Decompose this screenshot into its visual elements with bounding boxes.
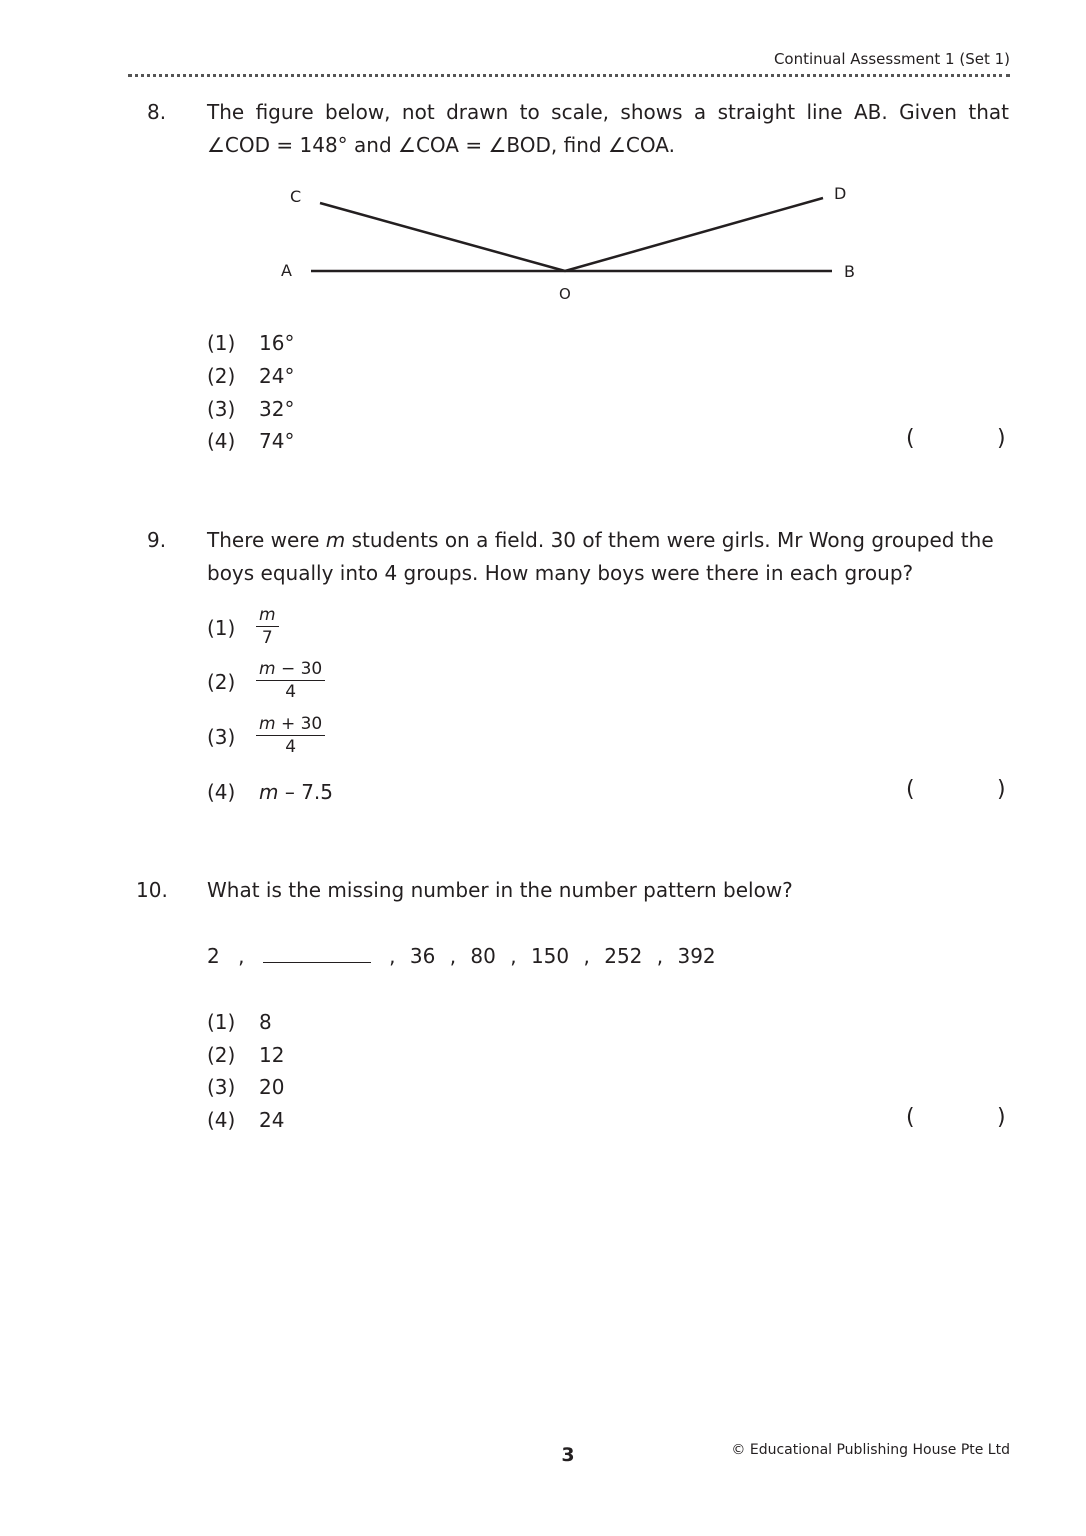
pattern-term: 150	[530, 944, 570, 968]
option-value: 32°	[259, 397, 295, 421]
fraction-denominator: 7	[261, 628, 273, 648]
option-label: (2)	[207, 364, 236, 388]
variable-m: m	[259, 659, 276, 679]
copyright-notice: © Educational Publishing House Pte Ltd	[731, 1442, 1010, 1458]
fraction-numerator	[256, 713, 325, 736]
pattern-term: 252	[604, 944, 643, 968]
option-value	[259, 777, 333, 807]
page-number: 3	[561, 1444, 575, 1466]
question-8-text-line2: ∠COD = 148° and ∠COA = ∠BOD, find ∠COA.	[207, 133, 675, 157]
q9-answer-bracket-open: (	[906, 777, 915, 802]
pattern-term: 2	[207, 944, 220, 968]
question-9-text-line1	[207, 524, 1009, 557]
option-label: (3)	[207, 397, 236, 421]
option-value: 16°	[259, 331, 295, 355]
question-8-text-line1: The figure below, not drawn to scale, shows a straight line AB. Given that	[207, 100, 1009, 124]
fraction-numerator	[256, 658, 325, 681]
option-label: (4)	[207, 780, 236, 804]
q9-option-3-fraction	[256, 713, 325, 758]
figure-label-b: B	[844, 262, 855, 281]
fraction-numerator: m	[256, 604, 279, 627]
q10-option-4[interactable]	[207, 1105, 407, 1135]
q8-answer-bracket-close: )	[997, 426, 1006, 451]
option-label: (1)	[207, 616, 236, 640]
value-rest: – 7.5	[278, 780, 334, 804]
missing-number-blank[interactable]	[263, 946, 371, 963]
line-oc	[320, 203, 565, 271]
option-label: (4)	[207, 429, 236, 453]
pattern-term: 80	[470, 944, 496, 968]
option-label: (2)	[207, 670, 236, 694]
figure-label-a: A	[281, 261, 292, 280]
q10-option-2[interactable]	[207, 1040, 407, 1070]
option-value: 20	[259, 1075, 285, 1099]
fraction-denominator: 4	[285, 682, 297, 702]
option-label: (4)	[207, 1108, 236, 1132]
pattern-term: 392	[677, 944, 716, 968]
q9-answer-box[interactable]	[925, 775, 995, 809]
q10-option-3[interactable]	[207, 1072, 407, 1102]
question-10-number: 10.	[136, 878, 168, 902]
figure-label-d: D	[834, 184, 847, 203]
question-10-text: What is the missing number in the number pattern below?	[207, 878, 793, 902]
question-text: There were	[207, 528, 326, 552]
line-od	[565, 198, 823, 271]
numerator-rest: − 30	[275, 659, 323, 679]
angle-figure	[0, 0, 1086, 330]
question-9-text-line2: boys equally into 4 groups. How many boys were there in each group?	[207, 561, 914, 585]
question-9-number: 9.	[147, 528, 167, 552]
q8-option-3[interactable]	[207, 394, 407, 424]
q9-answer-bracket-close: )	[997, 777, 1006, 802]
question-text: students on a field. 30 of them were girls. Mr Wong grouped the	[345, 528, 994, 552]
option-label: (1)	[207, 1010, 236, 1034]
option-label: (2)	[207, 1043, 236, 1067]
variable-m: m	[259, 780, 279, 804]
variable-m: m	[259, 714, 276, 734]
q8-option-4[interactable]	[207, 426, 407, 456]
fraction-denominator: 4	[285, 737, 297, 757]
q9-option-1-fraction	[256, 604, 279, 649]
figure-label-c: C	[290, 187, 302, 206]
q10-answer-bracket-close: )	[997, 1105, 1006, 1130]
running-header: Continual Assessment 1 (Set 1)	[773, 50, 1010, 68]
q9-option-2-fraction	[256, 658, 325, 703]
number-pattern: 2 , , 36 , 80 , 150 , 252 , 392	[207, 944, 716, 968]
option-value: 12	[259, 1043, 285, 1067]
option-value: 8	[259, 1010, 272, 1034]
q9-option-4[interactable]	[207, 777, 407, 807]
variable-m: m	[325, 528, 346, 552]
q8-option-1[interactable]	[207, 328, 407, 358]
q10-answer-bracket-open: (	[906, 1105, 915, 1130]
option-value: 24	[259, 1108, 285, 1132]
pattern-term: 36	[409, 944, 436, 968]
option-label: (3)	[207, 725, 236, 749]
option-value: 24°	[259, 364, 295, 388]
question-8-number: 8.	[147, 100, 167, 124]
q8-answer-bracket-open: (	[906, 426, 915, 451]
q9-option-1[interactable]	[207, 613, 407, 643]
q10-option-1[interactable]	[207, 1007, 407, 1037]
q8-option-2[interactable]	[207, 361, 407, 391]
numerator-rest: + 30	[275, 714, 323, 734]
option-value: 74°	[259, 429, 295, 453]
option-label: (3)	[207, 1075, 236, 1099]
option-label: (1)	[207, 331, 236, 355]
q10-answer-box[interactable]	[925, 1103, 995, 1137]
q8-answer-box[interactable]	[925, 424, 995, 458]
figure-label-o: O	[559, 285, 571, 303]
